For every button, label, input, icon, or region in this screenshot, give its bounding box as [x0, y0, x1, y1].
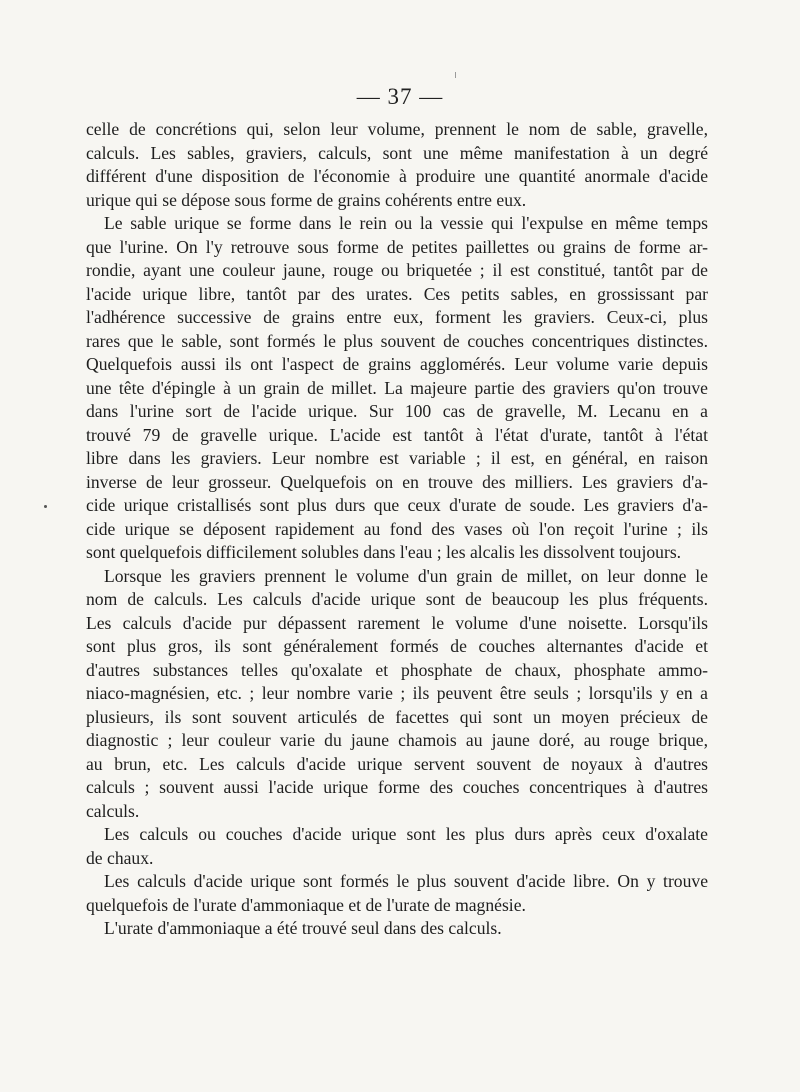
text-line: au brun, etc. Les calculs d'acide urique servent souvent de noyaux à d'autres — [86, 753, 708, 774]
text-line: sont quelquefois difficilement solubles dans l'eau ; les alcalis les dissolvent toujours. — [86, 542, 682, 562]
text-line: Les calculs ou couches d'acide urique sont les plus durs après ceux d'oxalate — [104, 824, 708, 844]
text-line: Lorsque les graviers prennent le volume d'un grain de millet, on leur donne le — [104, 565, 708, 586]
text-line: diagnostic ; leur couleur varie du jaune chamois au jaune doré, au rouge brique, — [86, 730, 708, 750]
text-line: Quelquefois aussi ils ont l'aspect de grains agglomérés. Leur volume varie depuis — [86, 354, 708, 374]
body-text — [86, 118, 708, 941]
text-line: dans l'urine sort de l'acide urique. Sur 100 cas de gravelle, M. Lecanu en a — [86, 401, 708, 421]
text-line: nom de calculs. Les calculs d'acide urique sont de beaucoup les plus fréquents. — [86, 589, 708, 609]
text-line: L'urate d'ammoniaque a été trouvé seul dans des calculs. — [104, 918, 502, 938]
text-line: inverse de leur grosseur. Quelquefois on en trouve des milliers. Les graviers d'a- — [86, 471, 708, 492]
text-line: Le sable urique se forme dans le rein ou la vessie qui l'expulse en même temps — [104, 213, 708, 233]
text-line: d'autres substances telles qu'oxalate et phosphate de chaux, phosphate ammo- — [86, 659, 708, 680]
text-line: rares que le sable, sont formés le plus souvent de couches concentriques distinctes. — [86, 330, 708, 351]
text-line: niaco-magnésien, etc. ; leur nombre varie ; ils peuvent être seuls ; lorsqu'ils y en a — [86, 683, 708, 703]
text-line: Les calculs d'acide pur dépassent rarement le volume d'une noisette. Lorsqu'ils — [86, 612, 708, 633]
text-line: calculs. — [86, 800, 140, 821]
paragraph — [86, 823, 708, 870]
text-line: l'adhérence successive de grains entre eux, forment les graviers. Ceux-ci, plus — [86, 307, 708, 327]
paragraph — [86, 917, 708, 941]
margin-dot — [44, 505, 47, 508]
text-line: urique qui se dépose sous forme de grains cohérents entre eux. — [86, 189, 527, 210]
text-line: quelquefois de l'urate d'ammoniaque et de l'urate de magnésie. — [86, 894, 526, 915]
text-line: une tête d'épingle à un grain de millet. La majeure partie des graviers qu'on trouve — [86, 377, 708, 398]
paragraph — [86, 212, 708, 565]
margin-mark — [455, 72, 456, 78]
text-line: plusieurs, ils sont souvent articulés de facettes qui sont un moyen précieux de — [86, 706, 708, 727]
text-line: trouvé 79 de gravelle urique. L'acide est tantôt à l'état d'urate, tantôt à l'état — [86, 424, 708, 445]
text-line: cide urique se déposent rapidement au fond des vases où l'on reçoit l'urine ; ils — [86, 518, 708, 539]
text-line: l'acide urique libre, tantôt par des urates. Ces petits sables, en grossissant par — [86, 283, 708, 304]
text-line: différent d'une disposition de l'économie à produire une quantité anormale d'acide — [86, 166, 708, 186]
paragraph — [86, 870, 708, 917]
text-line: libre dans les graviers. Leur nombre est variable ; il est, en général, en raison — [86, 448, 708, 468]
text-line: calculs. Les sables, graviers, calculs, sont une même manifestation à un degré — [86, 142, 708, 163]
paragraph — [86, 118, 708, 212]
text-line: cide urique cristallisés sont plus durs que ceux d'urate de soude. Les graviers d'a- — [86, 495, 708, 515]
text-line: de chaux. — [86, 847, 154, 868]
text-line: calculs ; souvent aussi l'acide urique forme des couches concentriques à d'autres — [86, 777, 708, 797]
text-line: Les calculs d'acide urique sont formés le plus souvent d'acide libre. On y trouve — [104, 871, 708, 891]
text-line: celle de concrétions qui, selon leur volume, prennent le nom de sable, gravelle, — [86, 119, 708, 139]
text-line: sont plus gros, ils sont généralement formés de couches alternantes d'acide et — [86, 636, 708, 656]
text-line: que l'urine. On l'y retrouve sous forme de petites paillettes ou grains de forme ar- — [86, 236, 708, 257]
text-line: rondie, ayant une couleur jaune, rouge ou briquetée ; il est constitué, tantôt par de — [86, 260, 708, 280]
page-number: — 37 — — [356, 84, 444, 109]
paragraph — [86, 565, 708, 824]
